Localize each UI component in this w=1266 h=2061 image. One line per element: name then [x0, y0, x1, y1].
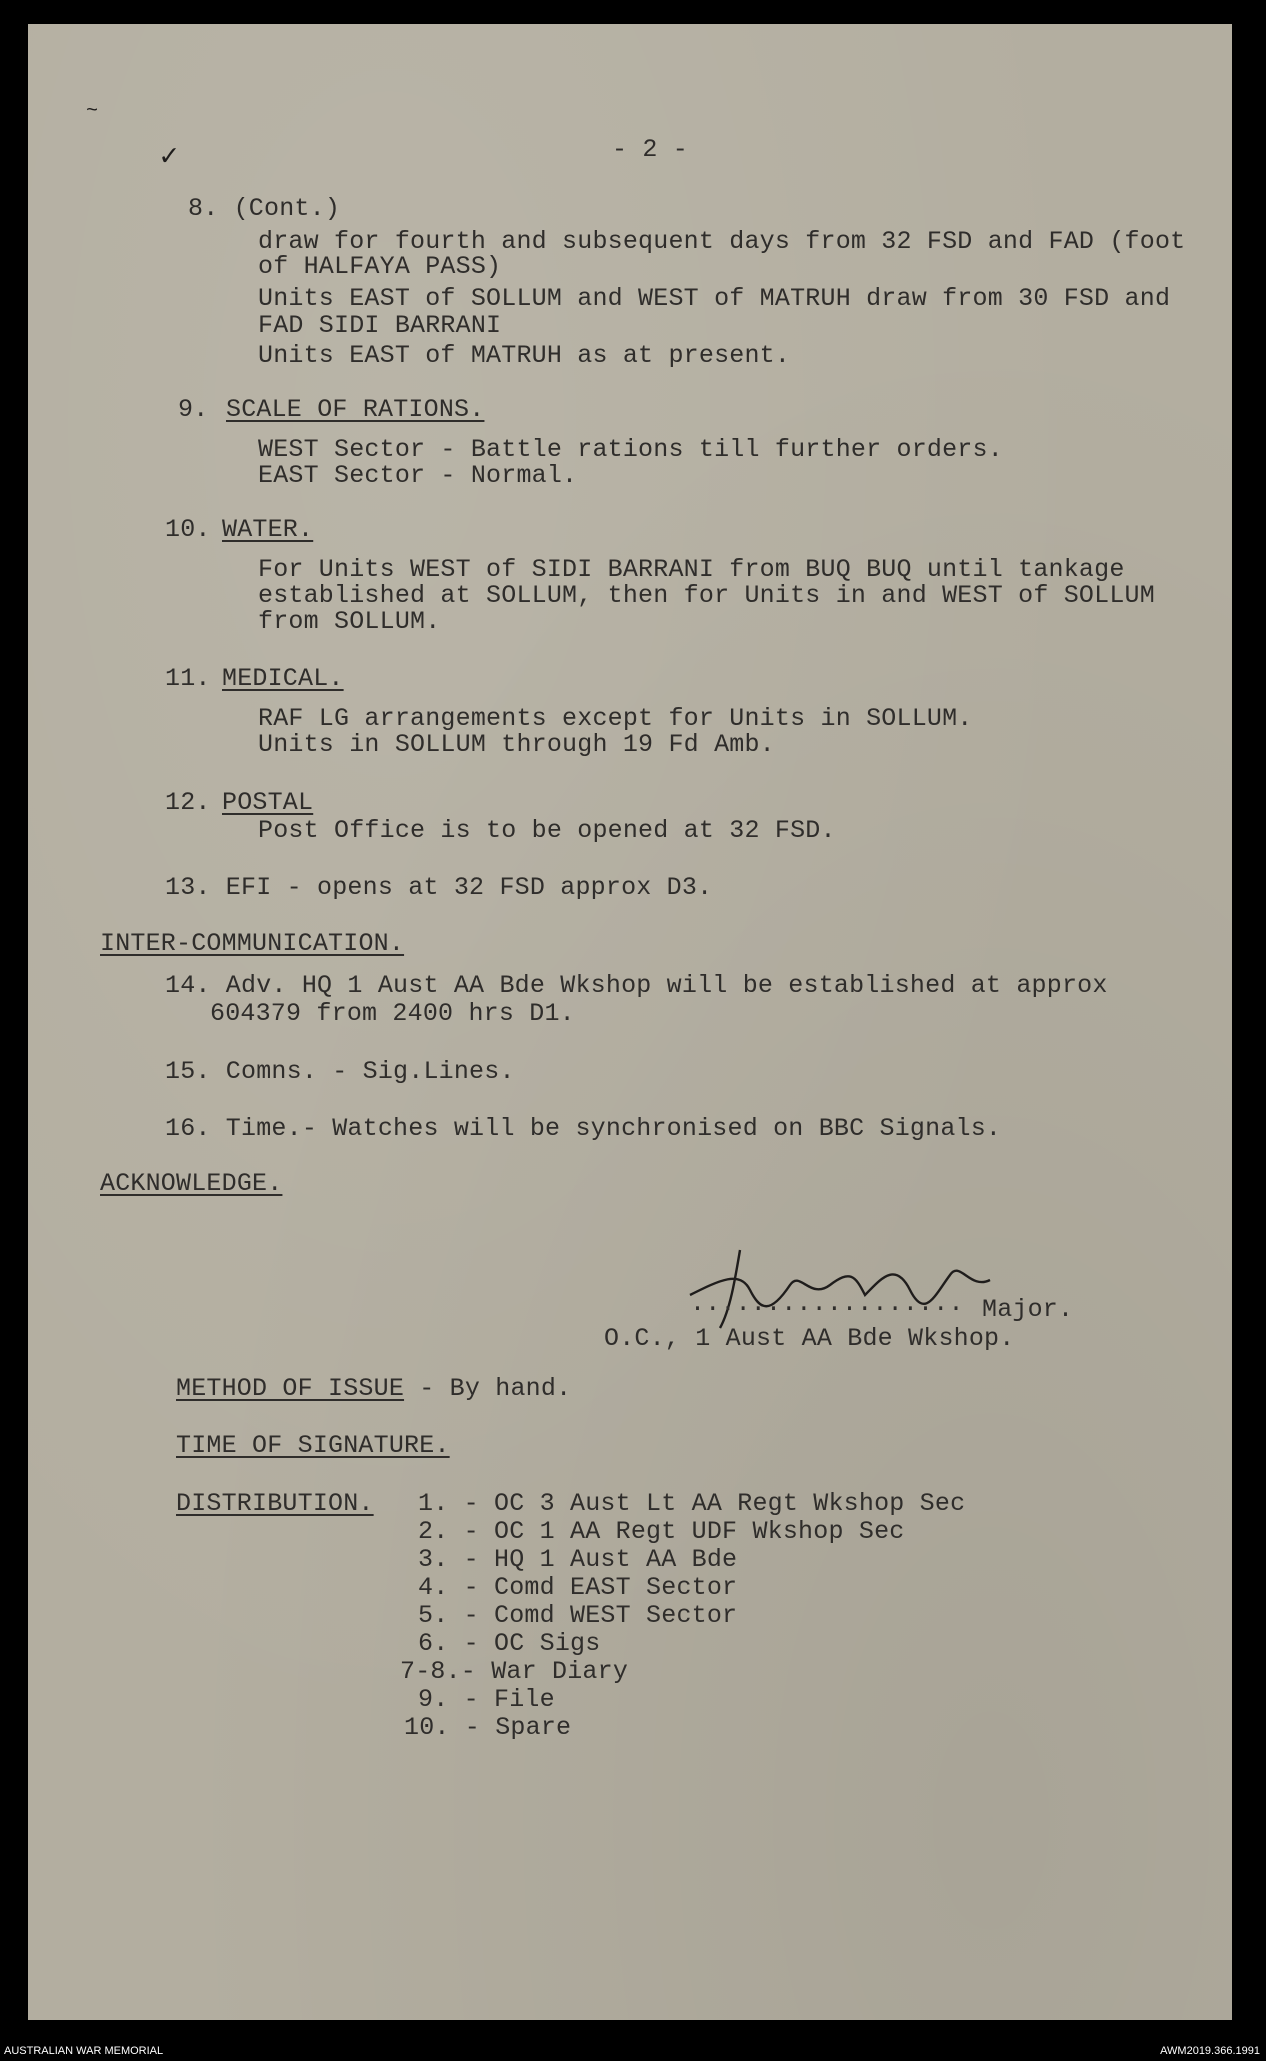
- document-page: [28, 24, 1232, 2020]
- acknowledge-heading: ACKNOWLEDGE.: [100, 1169, 283, 1198]
- ink-tick-mark: ✓: [160, 141, 179, 175]
- footer-accession: AWM2019.366.1991: [1160, 2045, 1260, 2057]
- signatory-rank: Major.: [982, 1295, 1074, 1324]
- item-11-number: 11.: [165, 664, 211, 693]
- distribution-entry: 1. - OC 3 Aust Lt AA Regt Wkshop Sec: [418, 1489, 966, 1518]
- distribution-entry: 4. - Comd EAST Sector: [418, 1573, 738, 1602]
- time-of-signature: TIME OF SIGNATURE.: [176, 1431, 450, 1460]
- footer-credit: AUSTRALIAN WAR MEMORIAL: [4, 2045, 164, 2057]
- distribution-entry: 6. - OC Sigs: [418, 1629, 601, 1658]
- method-of-issue-value: - By hand.: [404, 1374, 572, 1403]
- item-10-line: For Units WEST of SIDI BARRANI from BUQ BUQ until tankage: [258, 555, 1125, 584]
- item-8-line: draw for fourth and subsequent days from 32 FSD and FAD (foot: [258, 227, 1186, 256]
- item-8-line: FAD SIDI BARRANI: [258, 311, 502, 340]
- item-8-line: Units EAST of SOLLUM and WEST of MATRUH draw from 30 FSD and: [258, 284, 1171, 313]
- method-of-issue-label: METHOD OF ISSUE: [176, 1374, 405, 1403]
- distribution-entry: 10. - Spare: [404, 1713, 572, 1742]
- item-11-line: RAF LG arrangements except for Units in SOLLUM.: [258, 704, 973, 733]
- item-14-line: 604379 from 2400 hrs D1.: [210, 999, 575, 1028]
- distribution-entry: 2. - OC 1 AA Regt UDF Wkshop Sec: [418, 1517, 905, 1546]
- signatory-role: O.C., 1 Aust AA Bde Wkshop.: [604, 1324, 1015, 1353]
- section-intercommunication: INTER-COMMUNICATION.: [100, 929, 405, 958]
- item-16: 16. Time.- Watches will be synchronised on BBC Signals.: [165, 1114, 1002, 1143]
- page-number: - 2 -: [612, 135, 689, 164]
- item-8-heading: 8. (Cont.): [188, 194, 341, 223]
- distribution-label: DISTRIBUTION.: [176, 1489, 374, 1518]
- method-of-issue: [176, 1375, 571, 1402]
- item-10-line: from SOLLUM.: [258, 607, 441, 636]
- item-12-number: 12.: [165, 788, 211, 817]
- item-12-line: Post Office is to be opened at 32 FSD.: [258, 816, 836, 845]
- item-9-number: 9.: [178, 395, 209, 424]
- item-14-line: 14. Adv. HQ 1 Aust AA Bde Wkshop will be established at approx: [165, 971, 1108, 1000]
- item-9-line: WEST Sector - Battle rations till further orders.: [258, 435, 1003, 464]
- distribution-entry: 9. - File: [418, 1685, 555, 1714]
- item-13: 13. EFI - opens at 32 FSD approx D3.: [165, 873, 713, 902]
- item-10-line: established at SOLLUM, then for Units in and WEST of SOLLUM: [258, 581, 1155, 610]
- item-8-line: of HALFAYA PASS): [258, 252, 502, 281]
- item-11-line: Units in SOLLUM through 19 Fd Amb.: [258, 730, 775, 759]
- distribution-entry: 7-8.- War Diary: [400, 1657, 629, 1686]
- item-11-title: MEDICAL.: [222, 664, 344, 693]
- item-8-line: Units EAST of MATRUH as at present.: [258, 341, 791, 370]
- item-10-number: 10.: [165, 515, 211, 544]
- ink-smudge-mark: ~: [86, 100, 99, 123]
- item-15: 15. Comns. - Sig.Lines.: [165, 1057, 515, 1086]
- signature-dots: ..................: [690, 1289, 964, 1318]
- distribution-entry: 5. - Comd WEST Sector: [418, 1601, 738, 1630]
- distribution-entry: 3. - HQ 1 Aust AA Bde: [418, 1545, 738, 1574]
- item-9-title: SCALE OF RATIONS.: [226, 395, 485, 424]
- item-10-title: WATER.: [222, 515, 314, 544]
- item-12-title: POSTAL: [222, 788, 314, 817]
- item-9-line: EAST Sector - Normal.: [258, 461, 578, 490]
